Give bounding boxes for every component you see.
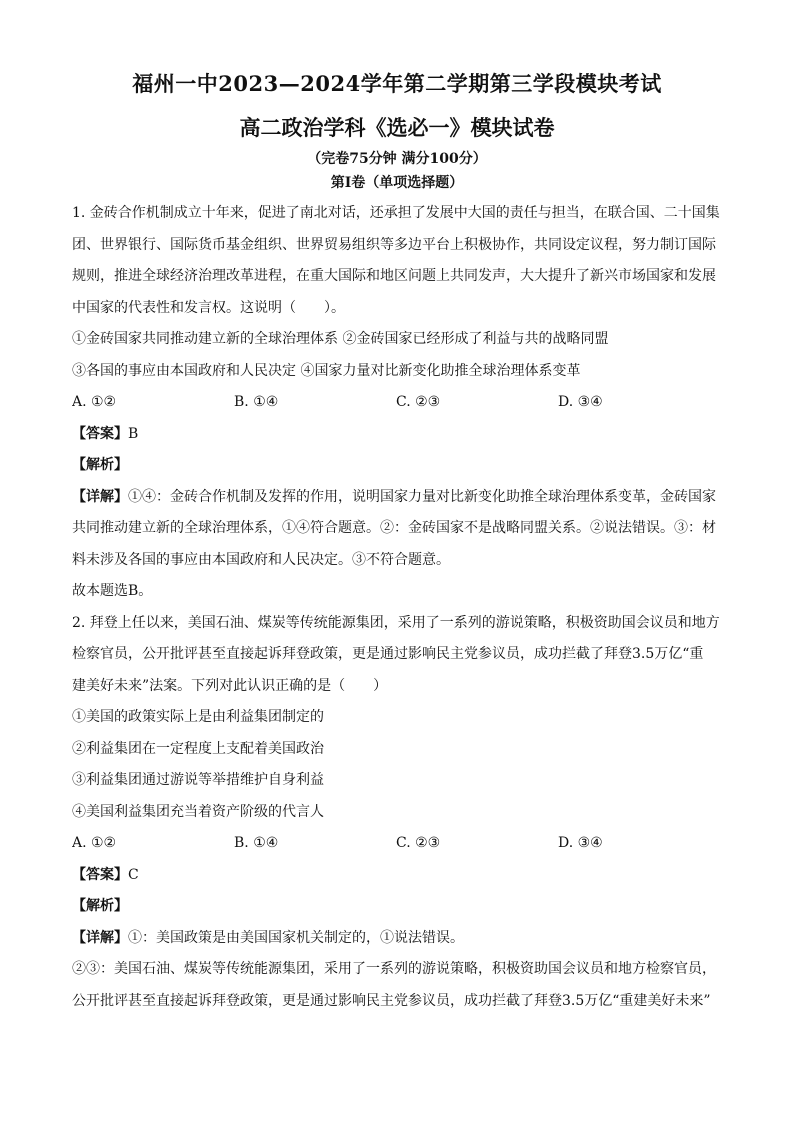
q1-stem-line: 中国家的代表性和发言权。这说明（ ）。	[72, 299, 345, 316]
q2-option-b: B. ①④	[234, 835, 279, 851]
q1-answer-value: B	[128, 425, 139, 442]
q2-stem-line: 2. 拜登上任以来，美国石油、煤炭等传统能源集团，采用了一系列的游说策略，积极资助国会议员和地方	[72, 614, 720, 631]
section-heading: 第Ⅰ卷（单项选择题）	[330, 175, 464, 191]
q1-option-a: A. ①②	[72, 394, 117, 410]
q1-option-c: C. ②③	[396, 394, 441, 410]
analysis-tag: 【解析】	[72, 898, 128, 914]
q1-statement: ③各国的事应由本国政府和人民决定 ④国家力量对比新变化助推全球治理体系变革	[72, 362, 581, 379]
q1-detail-line	[72, 482, 726, 514]
q1-option-d: D. ③④	[558, 394, 603, 410]
q2-statement: ③利益集团通过游说等举措维护自身利益	[72, 772, 324, 788]
q2-option-d: D. ③④	[558, 835, 603, 851]
q2-stem-line: 检察官员，公开批评甚至直接起诉拜登政策，更是通过影响民主党参议员，成功拦截了拜登3.5万亿“重	[72, 646, 704, 662]
q2-statement: ④美国利益集团充当着资产阶级的代言人	[72, 803, 324, 820]
q2-analysis	[72, 891, 726, 923]
q1-statement: ①金砖国家共同推动建立新的全球治理体系 ②金砖国家已经形成了利益与共的战略同盟	[72, 331, 609, 347]
exam-subtitle: 高二政治学科《选必一》模块试卷	[239, 115, 555, 140]
q1-stem-line: 团、世界银行、国际货币基金组织、世界贸易组织等多边平台上积极协作，共同设定议程，努力制订国际	[72, 236, 716, 253]
q2-option-a: A. ①②	[72, 835, 117, 851]
q1-detail-line: 故本题选B。	[72, 583, 153, 599]
q1-answer	[72, 419, 726, 451]
q1-detail-line: 共同推动建立新的全球治理体系，①④符合题意。②：金砖国家不是战略同盟关系。②说法错误。③：材	[72, 520, 716, 536]
questions	[72, 198, 726, 1017]
exam-meta: （完卷75分钟 满分100分）	[307, 151, 487, 167]
q2-detail-line: ②③：美国石油、煤炭等传统能源集团，采用了一系列的游说策略，积极资助国会议员和地方检察官员，	[72, 961, 716, 977]
q1-options	[72, 387, 726, 419]
q2-statement: ①美国的政策实际上是由利益集团制定的	[72, 709, 324, 725]
q2-detail-text: ①：美国政策是由美国国家机关制定的，①说法错误。	[128, 929, 464, 946]
q2-statement: ②利益集团在一定程度上支配着美国政治	[72, 740, 324, 757]
exam-title: 福州一中2023—2024学年第二学期第三学段模块考试	[132, 71, 662, 96]
q2-options	[72, 828, 726, 860]
answer-tag: 【答案】	[72, 425, 128, 442]
q2-answer-value: C	[128, 866, 139, 883]
q1-detail-text: ①④：金砖合作机制及发挥的作用，说明国家力量对比新变化助推全球治理体系变革，金砖国家	[128, 488, 716, 505]
detail-tag: 【详解】	[72, 929, 128, 946]
answer-tag: 【答案】	[72, 866, 128, 883]
q2-stem-line: 建美好未来”法案。下列对此认识正确的是（ ）	[72, 677, 388, 694]
q2-detail-line	[72, 923, 726, 955]
q1-detail-line: 料未涉及各国的事应由本国政府和人民决定。③不符合题意。	[72, 551, 450, 568]
analysis-tag: 【解析】	[72, 457, 128, 473]
q1-stem-line: 1. 金砖合作机制成立十年来，促进了南北对话，还承担了发展中大国的责任与担当，在联合国、二十国集	[72, 205, 720, 221]
q1-analysis	[72, 450, 726, 482]
detail-tag: 【详解】	[72, 488, 128, 505]
q1-stem-line: 规则，推进全球经济治理改革进程，在重大国际和地区问题上共同发声，大大提升了新兴市场国家和发展	[72, 268, 716, 284]
q2-answer	[72, 860, 726, 892]
q1-option-b: B. ①④	[234, 394, 279, 410]
q2-option-c: C. ②③	[396, 835, 441, 851]
q2-detail-line: 公开批评甚至直接起诉拜登政策，更是通过影响民主党参议员，成功拦截了拜登3.5万亿“重建美好未来”	[72, 992, 711, 1009]
